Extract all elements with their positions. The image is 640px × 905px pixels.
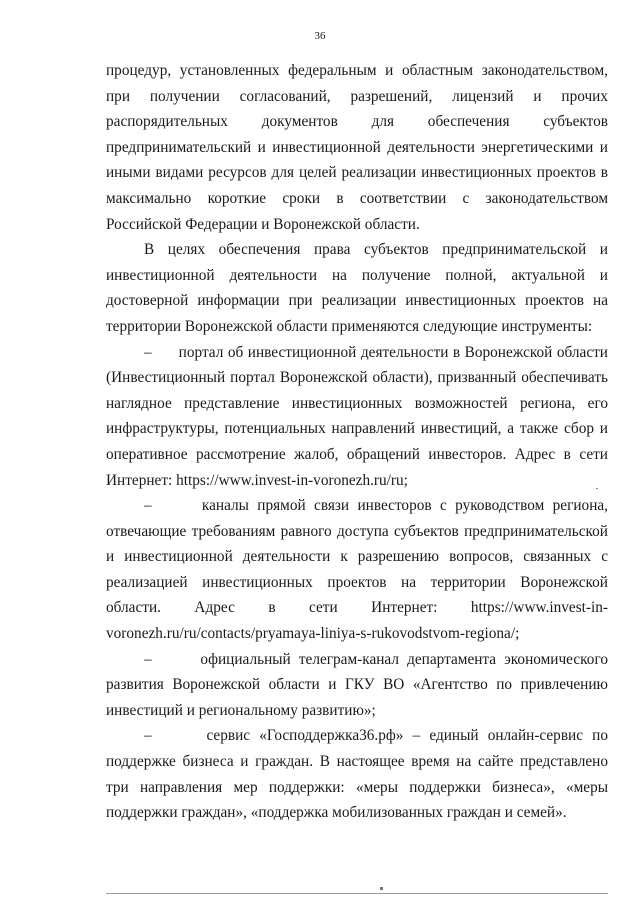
list-item-telegram-channel: – официальный телеграм-канал департамента экономического развития Воронежской области и ГКУ ВО «Агентство по привлечению инвестиций и региональному развитию»; [106,650,608,719]
paragraph-instruments-intro: В целях обеспечения права субъектов предпринимательской и инвестиционной деятельности на получение полной, актуальной и достоверной информации при реализации инвестиционных проектов на территории Воронежской области применяются следующие инструменты: [106,241,608,335]
paragraph-procedures: процедур, установленных федеральным и областным законодательством, при получении согласований, разрешений, лицензий и прочих распорядительных документов для обеспечения субъектов предпринимательский и инвестиционной деятельности энергетическими и иными видами ресурсов для целей реализации инвестиционных проектов в максимально короткие сроки в соответствии с законодательством Российской Федерации и Воронежской области. [106,62,608,233]
scan-speck [596,488,598,489]
list-item-investment-portal: – портал об инвестиционной деятельности в Воронежской области (Инвестиционный портал Воронежской области), призванный обеспечивать наглядное представление инвестиционных возможностей региона, его инфраструктуры, потенциальных направлений инвестиций, а также сбор и оперативное рассмотрение жалоб, обращений инвесторов. Адрес в сети Интернет: https://www.invest-in-voronezh.ru/ru; [106,343,608,489]
page-number: 36 [314,30,326,42]
document-body [106,58,608,826]
scan-mark [380,887,383,890]
list-item-direct-channels: – каналы прямой связи инвесторов с руководством региона, отвечающие требованиям равного доступа субъектов предпринимательской и инвестиционной деятельности к разрешению вопросов, связанных с реализацией инвестиционных проектов на территории Воронежской области. Адрес в сети Интернет: https://www.invest-in-voronezh.ru/ru/contacts/pryamaya-liniya-s-rukovodstvom-regiona/; [106,497,608,643]
footer-rule [106,893,608,894]
list-item-gospodderzhka-service: – сервис «Господдержка36.рф» – единый онлайн-сервис по поддержке бизнеса и граждан. В настоящее время на сайте представлено три направления мер поддержки: «меры поддержки бизнеса», «меры поддержки граждан», «поддержка мобилизованных граждан и семей». [106,727,608,822]
